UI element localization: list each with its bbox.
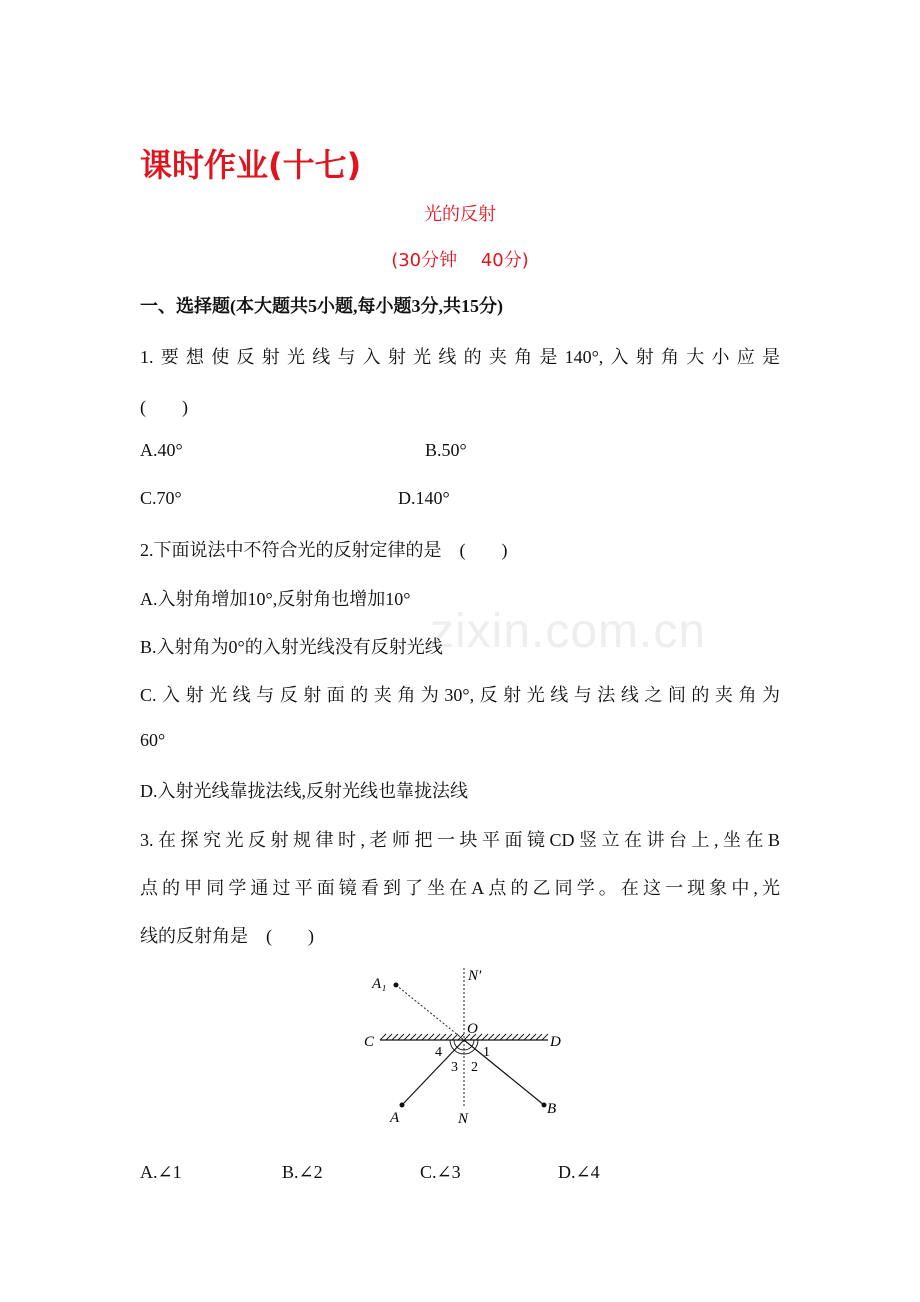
q2-option-d: D.入射光线靠拢法线,反射光线也靠拢法线	[140, 781, 468, 801]
q1-stem-line1: 1.要想使反射光线与入射光线的夹角是140°,入射角大小应是	[140, 347, 780, 367]
q3-option-c: C.∠3	[420, 1162, 461, 1182]
virtual-ray-line	[396, 985, 464, 1040]
q3-option-d: D.∠4	[558, 1162, 600, 1182]
q3-option-b: B.∠2	[282, 1162, 323, 1182]
label-a1: A₁	[372, 976, 387, 992]
watermark-text: zixin.com.cn	[430, 605, 707, 658]
label-angle-3: 3	[451, 1060, 458, 1075]
q3-stem-line3: 线的反射角是 ( )	[140, 926, 314, 946]
label-n: N	[458, 1111, 469, 1127]
label-c: C	[364, 1034, 375, 1050]
label-b: B	[547, 1101, 557, 1117]
q2-option-b: B.入射角为0°的入射光线没有反射光线	[140, 637, 443, 657]
label-d: D	[550, 1034, 561, 1050]
time-info: (30分钟 40分)	[391, 250, 529, 271]
q1-option-b: B.50°	[425, 440, 467, 460]
q1-stem-line2: ( )	[140, 397, 188, 417]
point-a	[400, 1103, 405, 1108]
lesson-subtitle: 光的反射	[424, 204, 496, 225]
label-n-prime: N′	[468, 968, 482, 984]
q1-option-c: C.70°	[140, 488, 182, 508]
label-angle-4: 4	[435, 1045, 442, 1060]
q2-stem: 2.下面说法中不符合光的反射定律的是 ( )	[140, 540, 508, 560]
q2-option-c: C.入射光线与反射面的夹角为30°,反射光线与法线之间的夹角为	[140, 685, 780, 705]
label-a: A	[390, 1110, 400, 1126]
q3-stem-line2: 点的甲同学通过平面镜看到了坐在A点的乙同学。在这一现象中,光	[140, 878, 780, 898]
label-o: O	[467, 1021, 478, 1037]
point-b	[542, 1103, 547, 1108]
q2-option-c-continued: 60°	[140, 730, 166, 750]
q2-option-a: A.入射角增加10°,反射角也增加10°	[140, 589, 411, 609]
q1-option-a: A.40°	[140, 440, 183, 460]
q3-stem-line1: 3.在探究光反射规律时,老师把一块平面镜CD竖立在讲台上,坐在B	[140, 830, 780, 850]
q1-option-d: D.140°	[398, 488, 450, 508]
reflection-diagram	[350, 960, 580, 1135]
label-angle-1: 1	[483, 1045, 490, 1060]
q3-option-a: A.∠1	[140, 1162, 182, 1182]
section-heading: 一、选择题(本大题共5小题,每小题3分,共15分)	[140, 296, 503, 316]
label-angle-2: 2	[471, 1060, 478, 1075]
page-title: 课时作业(十七)	[140, 146, 362, 184]
point-a1	[394, 983, 399, 988]
